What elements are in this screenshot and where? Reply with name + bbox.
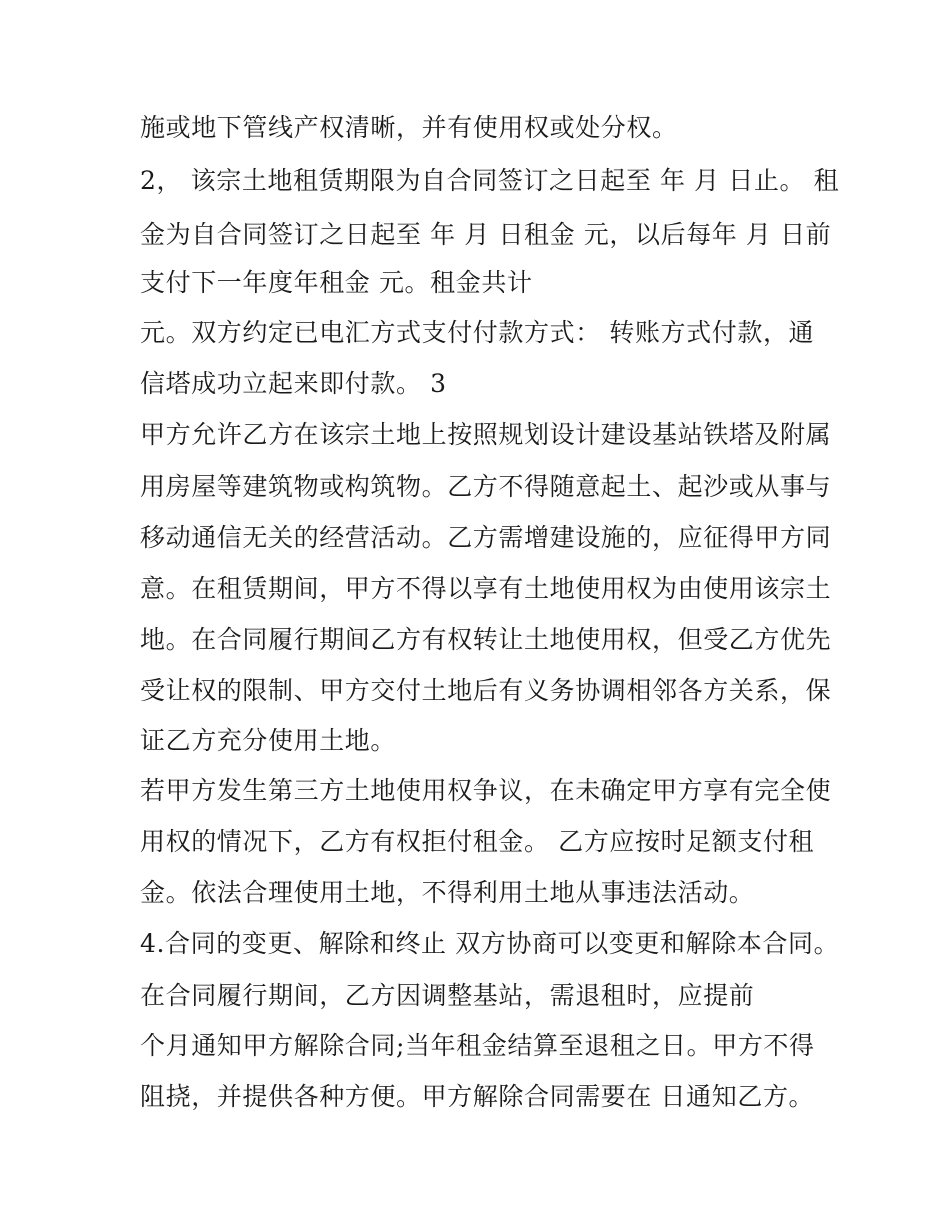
- text-line-14: 若甲方发生第三方土地使用权争议，在未确定甲方享有完全使: [140, 776, 832, 805]
- text-line-18: 在合同履行期间，乙方因调整基站，需退租时，应提前: [140, 981, 755, 1010]
- text-line-7: 甲方允许乙方在该宗土地上按照规划设计建设基站铁塔及附属: [140, 420, 832, 449]
- text-line-6: 信塔成功立起来即付款。 3: [140, 369, 447, 398]
- text-line-19: 个月通知甲方解除合同;当年租金结算至退租之日。甲方不得: [140, 1031, 815, 1060]
- text-line-15: 用权的情况下，乙方有权拒付租金。 乙方应按时足额支付租: [140, 827, 815, 856]
- text-line-13: 证乙方充分使用土地。: [140, 726, 397, 755]
- text-line-4: 支付下一年度年租金 元。租金共计: [140, 268, 533, 297]
- text-line-8: 用房屋等建筑物或构筑物。乙方不得随意起土、起沙或从事与: [140, 472, 832, 501]
- text-line-20: 阻挠，并提供各种方便。甲方解除合同需要在 日通知乙方。: [140, 1082, 815, 1111]
- text-line-16: 金。依法合理使用土地，不得利用土地从事违法活动。: [140, 878, 755, 907]
- text-line-11: 地。在合同履行期间乙方有权转让土地使用权，但受乙方优先: [140, 625, 832, 654]
- text-line-5: 元。双方约定已电汇方式支付付款方式： 转账方式付款，通: [140, 318, 815, 347]
- text-line-9: 移动通信无关的经营活动。乙方需增建设施的，应征得甲方同: [140, 523, 832, 552]
- text-line-10: 意。在租赁期间，甲方不得以享有土地使用权为由使用该宗土: [140, 574, 832, 603]
- text-line-2: 2， 该宗土地租赁期限为自合同签订之日起至 年 月 日止。 租: [140, 166, 840, 195]
- text-line-3: 金为自合同签订之日起至 年 月 日租金 元，以后每年 月 日前: [140, 220, 832, 249]
- text-line-1: 施或地下管线产权清晰，并有使用权或处分权。: [140, 113, 678, 142]
- text-line-17: 4.合同的变更、解除和终止 双方协商可以变更和解除本合同。: [140, 929, 840, 958]
- text-line-12: 受让权的限制、甲方交付土地后有义务协调相邻各方关系，保: [140, 676, 832, 705]
